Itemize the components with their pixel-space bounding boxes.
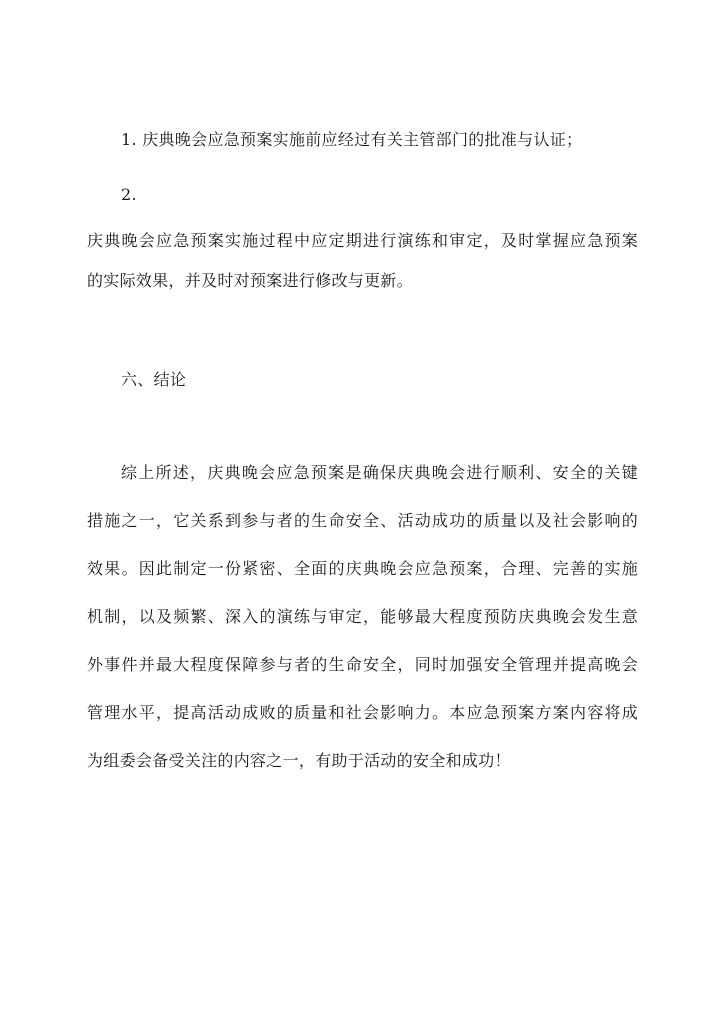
conclusion-line-6: 管理水平，提高活动成败的质量和社会影响力。本应急预案方案内容将成 [87,703,638,722]
conclusion-line-3: 效果。因此制定一份紧密、全面的庆典晚会应急预案，合理、完善的实施 [87,559,638,578]
conclusion-line-5: 外事件并最大程度保障参与者的生命安全，同时加强安全管理并提高晚会 [87,655,638,674]
section-heading-conclusion: 六、结论 [121,370,187,389]
list-item-2-line-2: 的实际效果，并及时对预案进行修改与更新。 [87,271,414,290]
list-item-1: 1. 庆典晚会应急预案实施前应经过有关主管部门的批准与认证； [121,130,583,149]
conclusion-line-7: 为组委会备受关注的内容之一，有助于活动的安全和成功！ [87,751,511,770]
list-item-2-number: 2. [121,185,137,204]
conclusion-line-1: 综上所述，庆典晚会应急预案是确保庆典晚会进行顺利、安全的关键 [121,463,638,482]
conclusion-line-4: 机制，以及频繁、深入的演练与审定，能够最大程度预防庆典晚会发生意 [87,607,638,626]
conclusion-line-2: 措施之一，它关系到参与者的生命安全、活动成功的质量以及社会影响的 [87,511,638,530]
list-item-2-line-1: 庆典晚会应急预案实施过程中应定期进行演练和审定，及时掌握应急预案 [87,231,638,250]
